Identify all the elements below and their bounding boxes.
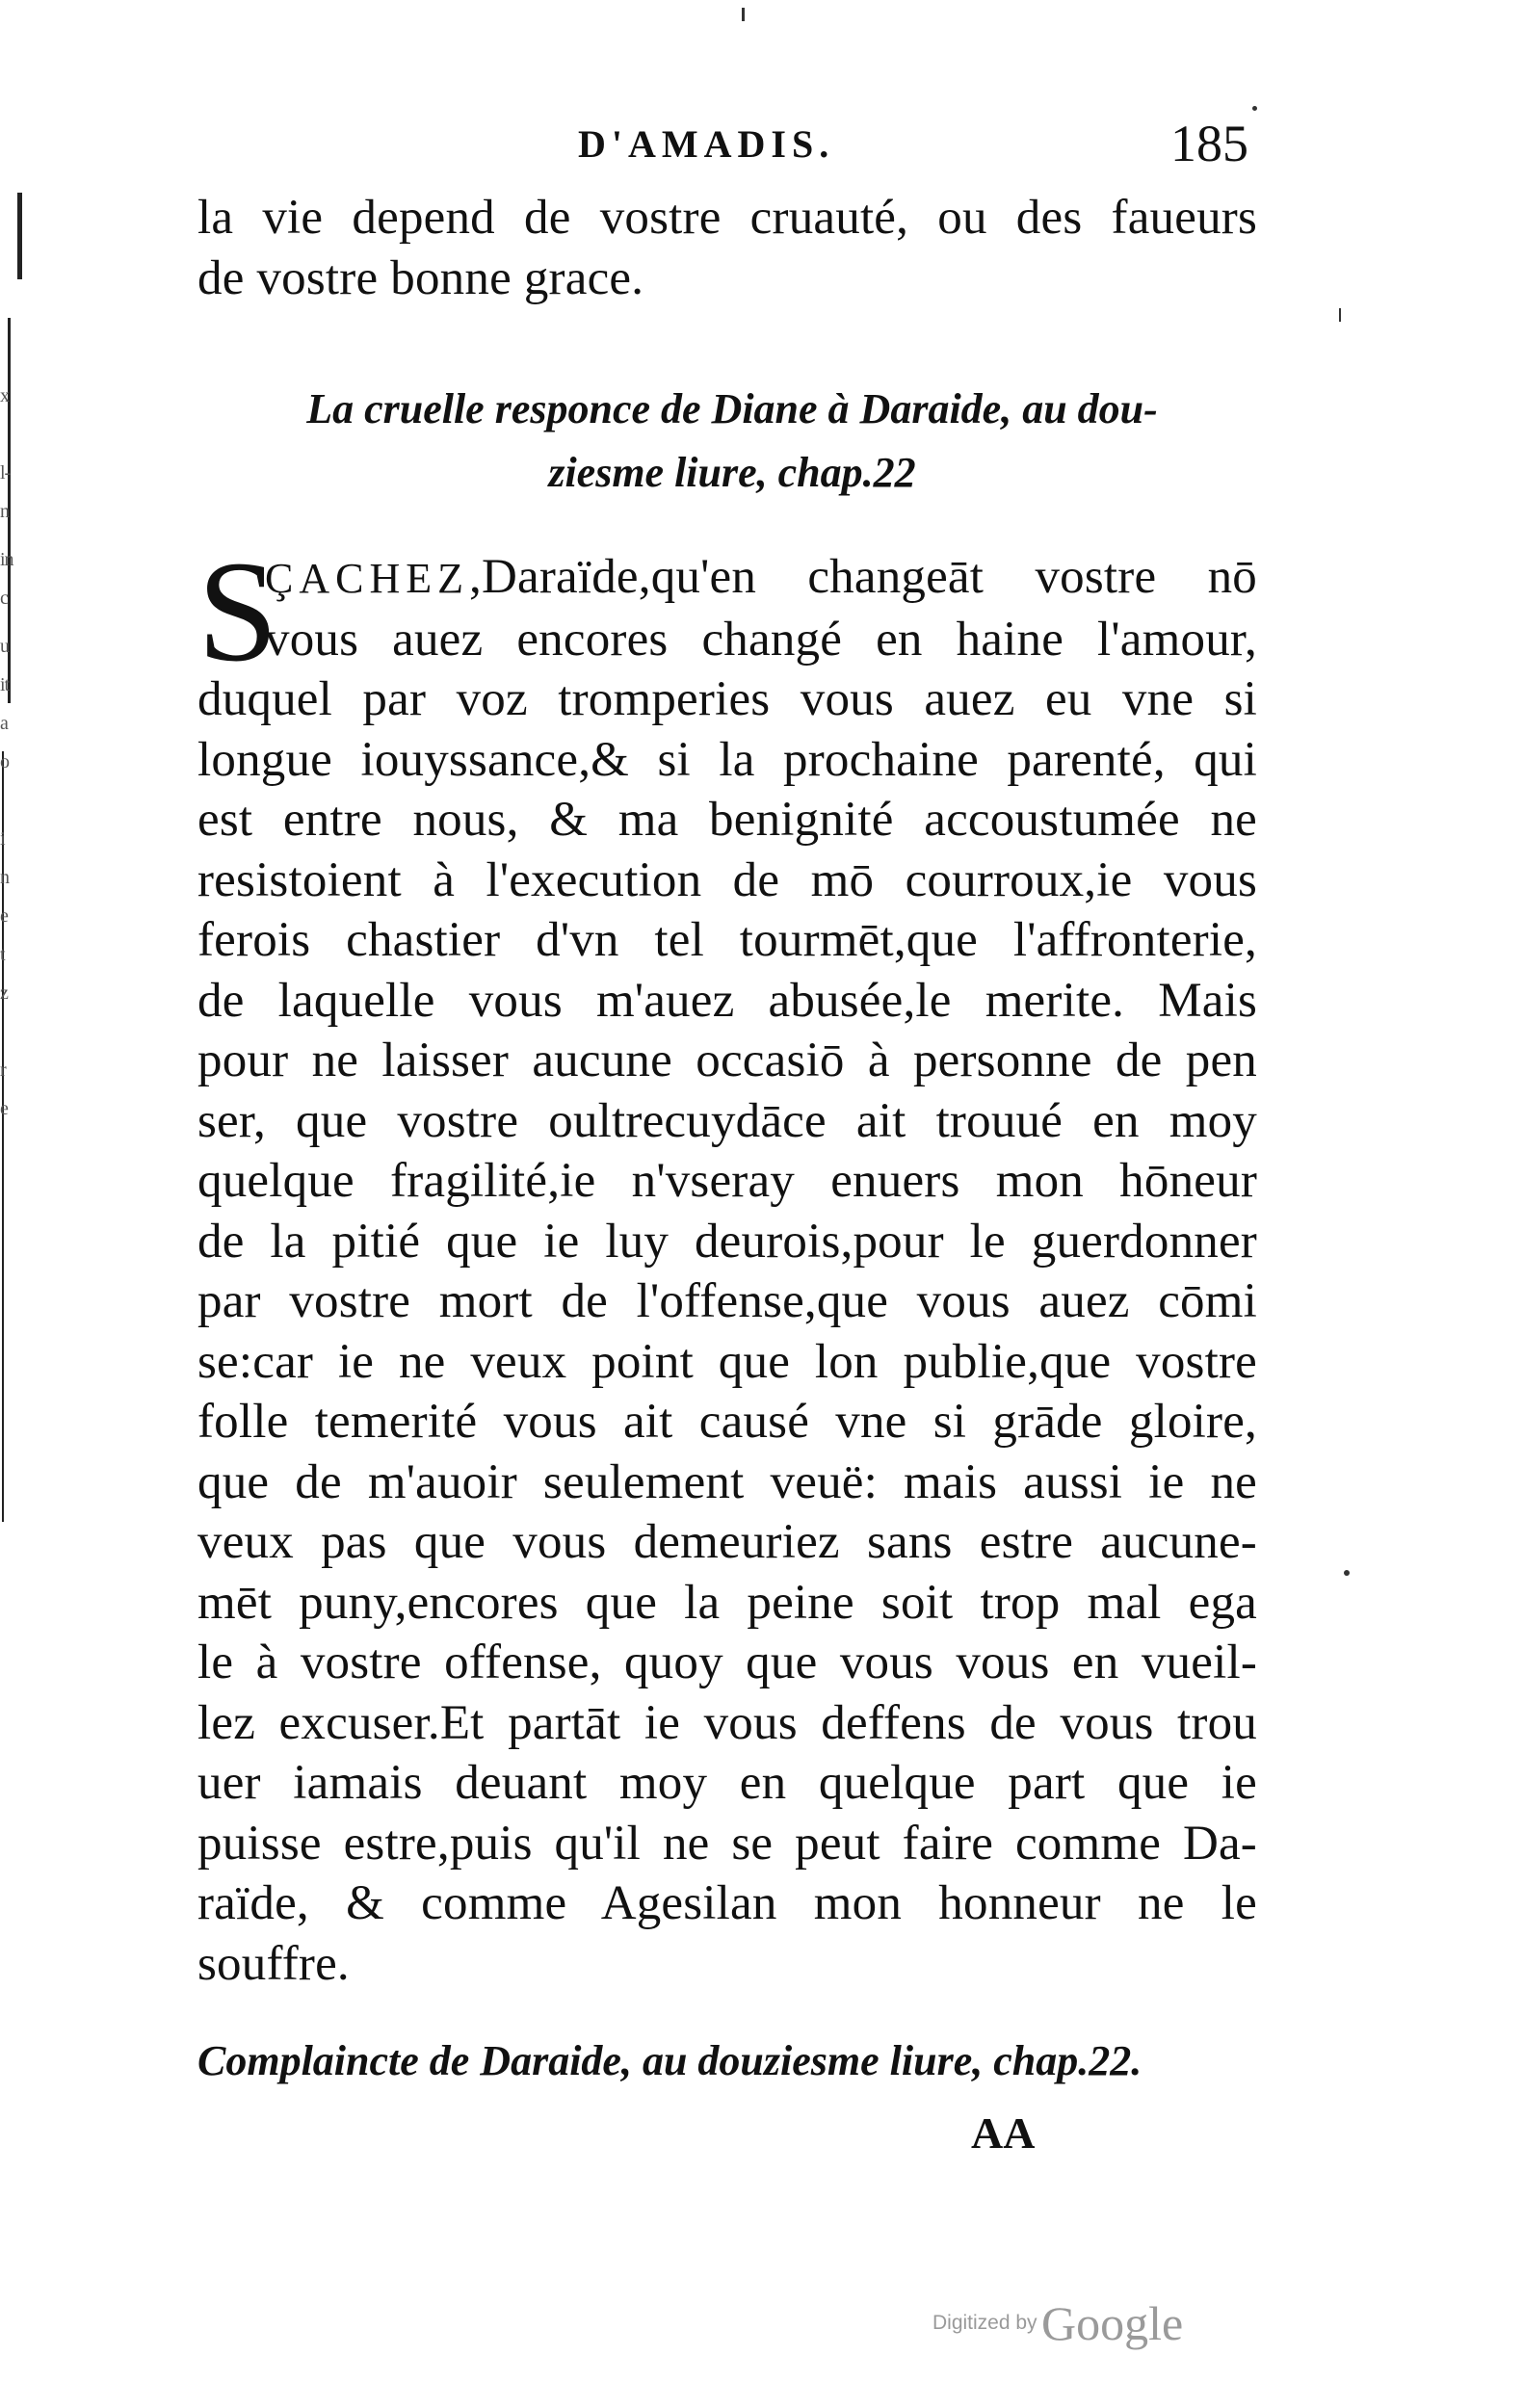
text-line: de vostre bonne grace. — [197, 250, 644, 305]
text-line: uer iamais deuant moy en quelque part que ie — [197, 1756, 1257, 1810]
heading-line: La cruelle responce de Diane à Daraide, au dou- — [306, 385, 1158, 432]
text-line: que de m'auoir seulement veuë: mais aussi ie ne — [197, 1454, 1257, 1509]
text-line: souffre. — [197, 1936, 350, 1991]
text-line: par vostre mort de l'offense,que vous auez cōmi — [197, 1274, 1257, 1328]
text-line: longue iouyssance,& si la prochaine parenté, qui — [197, 732, 1257, 787]
text-line: de la pitié que ie luy deurois,pour le guerdonner — [197, 1214, 1257, 1269]
ink-speck — [1252, 106, 1257, 111]
text-line: se:car ie ne veux point que lon publie,que vostre — [197, 1334, 1257, 1389]
watermark-prefix: Digitized by — [932, 2312, 1037, 2334]
text-line: vous auez encores changé en haine l'amour, — [265, 612, 1257, 667]
text-line: raïde, & comme Agesilan mon honneur ne le — [197, 1876, 1257, 1930]
signature-mark: AA — [971, 2108, 1036, 2158]
ink-speck — [742, 8, 745, 21]
google-logo: Google — [1041, 2296, 1184, 2350]
text-line: mēt puny,encores que la peine soit trop mal ega — [197, 1575, 1257, 1630]
running-title: D'AMADIS. — [578, 122, 835, 166]
text-line: la vie depend de vostre cruauté, ou des faueurs — [197, 191, 1257, 245]
ink-speck — [1339, 308, 1341, 322]
text-line: quelque fragilité,ie n'vseray enuers mon hōneur — [197, 1154, 1257, 1208]
text-line — [197, 547, 1257, 610]
text-line: duquel par voz tromperies vous auez eu vne si — [197, 672, 1257, 726]
text-line: est entre nous, & ma benignité accoustumée ne — [197, 793, 1257, 847]
text-line: le à vostre offense, quoy que vous vous en vueil- — [197, 1636, 1257, 1689]
text-line: puisse estre,puis qu'il ne se peut faire comme Da- — [197, 1816, 1257, 1871]
text-line: veux pas que vous demeuriez sans estre aucune- — [197, 1515, 1257, 1569]
ink-speck — [1344, 1570, 1350, 1576]
drop-cap: S — [197, 532, 278, 692]
text-line: ser, que vostre oultrecuydāce ait trouué en moy — [197, 1093, 1257, 1148]
text-line: resistoient à l'execution de mō courroux,ie vous — [197, 852, 1257, 907]
letter-paragraph — [197, 532, 1257, 1994]
continuation-paragraph — [197, 188, 1257, 308]
text-line: folle temerité vous ait causé vne si grāde gloire, — [197, 1395, 1257, 1449]
section-heading — [260, 378, 1204, 505]
heading-line: ziesme liure, chap.22 — [548, 449, 916, 496]
adjacent-page-bleed: x l- n in c u it a o i n e t z r e — [0, 173, 39, 1618]
text-line: de laquelle vous m'auez abusée,le merite. Mais — [197, 973, 1257, 1028]
text-line: lez excuser.Et partāt ie vous deffens de vous trou — [197, 1695, 1257, 1750]
digitized-watermark — [932, 2295, 1183, 2351]
text-line: pour ne laisser aucune occasiō à personne de pen — [197, 1034, 1257, 1087]
text-line: ferois chastier d'vn tel tourmēt,que l'affronterie, — [197, 913, 1257, 967]
text-line-rest: ,Daraïde,qu'en changeāt vostre nō — [469, 550, 1257, 604]
page-number: 185 — [1170, 115, 1248, 172]
opening-word: ÇACHEZ — [265, 555, 469, 602]
next-section-heading: Complaincte de Daraide, au douziesme liure, chap.22. — [197, 2037, 1142, 2084]
